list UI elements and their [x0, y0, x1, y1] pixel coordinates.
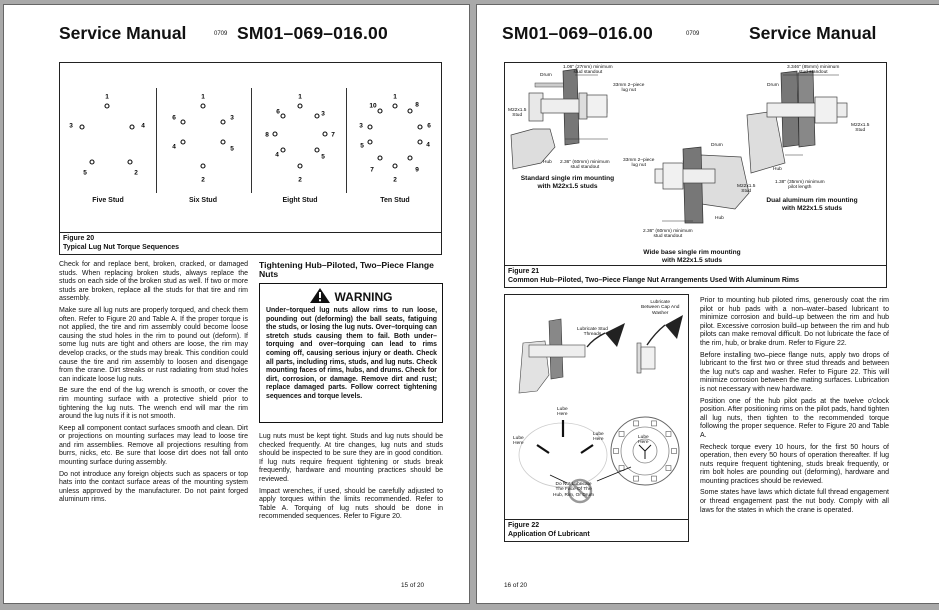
- paragraph: Be sure the end of the lug wrench is smooth, or cover the rim mounting surface with a protective shield prior to tightening the lug nuts. The wrench end will mar the rim around the lug nuts if it is not smooth.: [59, 387, 248, 421]
- figure-title: Application Of Lubricant: [508, 530, 590, 538]
- stud-hole-icon: [368, 125, 372, 129]
- stud-sequence-number: 7: [370, 166, 374, 174]
- stud-hole-icon: [418, 125, 422, 129]
- paragraph: Prior to mounting hub piloted rims, generously coat the rim pilot or hub pads with a non–water–based lubricant to minimize corrosion and build–up between the rim and hub pilot. Excessive corrosion build–up between the rim and hub pilots can make removal difficult. Do not lubricate the face of the rim, hub, or brake drum. Refer to Figure 22.: [700, 297, 889, 347]
- figure-number: Figure 22: [508, 522, 540, 530]
- stud-sequence-number: 3: [321, 110, 325, 118]
- label-hub: Hub: [543, 160, 552, 165]
- right-column-text: [259, 433, 443, 525]
- stud-sequence-number: 5: [360, 142, 364, 150]
- figure-20-caption: [60, 232, 441, 254]
- stud-hole-icon: [368, 140, 372, 144]
- label-lube-here: Lube Here: [593, 432, 604, 443]
- ten-stud-label: Ten Stud: [380, 197, 410, 204]
- label-standout-3346: 3.346" (85mm) minimum stud standout: [787, 65, 840, 76]
- stud-hole-icon: [378, 156, 382, 160]
- bolt-hole-icon: [651, 476, 656, 481]
- stud-sequence-number: 4: [172, 143, 176, 151]
- label-lube-here: Lube Here: [638, 435, 649, 446]
- warning-box: [259, 283, 443, 423]
- stud-sequence-number: 5: [321, 153, 325, 161]
- stud-sequence-number: 2: [393, 176, 397, 184]
- label-lubricate-stud-threads: Lubricate Stud Threads: [577, 327, 608, 338]
- label-pilot-138: 1.38" (35mm) minimum pilot length: [775, 180, 825, 191]
- stud-hole-icon: [281, 148, 285, 152]
- stud-hole-icon: [298, 104, 302, 108]
- bolt-hole-icon: [666, 431, 671, 436]
- subcaption-standard: Standard single rim mounting with M22x1.5 studs: [520, 175, 615, 190]
- warning-title: WARNING: [334, 290, 393, 304]
- stud-sequence-number: 7: [331, 131, 335, 139]
- bolt-hole-icon: [614, 449, 619, 454]
- figure-title: Common Hub–Piloted, Two–Piece Flange Nut Arrangements Used With Aluminum Rims: [508, 276, 799, 284]
- dual-rim-drawing: [747, 71, 847, 173]
- stud-hole-icon: [221, 120, 225, 124]
- warning-title-row: [260, 288, 442, 304]
- stud-sequence-number: 3: [359, 122, 363, 130]
- stud-sequence-number: 10: [369, 102, 377, 110]
- bolt-hole-icon: [666, 466, 671, 471]
- stud-hole-icon: [181, 120, 185, 124]
- stud-sequence-number: 1: [298, 93, 302, 101]
- label-standout-236: 2.36" (60mm) minimum stud standout: [643, 229, 693, 240]
- stud-hole-icon: [323, 132, 327, 136]
- bolt-hole-icon: [634, 476, 639, 481]
- paragraph: Lug nuts must be kept tight. Studs and lug nuts should be checked frequently. At tire changes, lug nuts and studs should be inspected to be sure they are in good condition. If lug nuts require frequent tightening or studs break frequently, hardware and mounting practices should be reviewed.: [259, 433, 443, 483]
- header-doc-number: SM01–069–016.00: [237, 23, 388, 43]
- paragraph: Make sure all lug nuts are properly torqued, and check them often. Refer to Figure 20 and Table A. If the proper torque is not applied, the tire and rim assembly could become loose causing the stud holes in the rim to pound out (deform). If some lug nuts are tight and others are loose, the rim may develop cracks, or the studs may break. This condition could cause the tire and rim assembly to loosen and disengage from the crane. Dirt streaks or rust radiating from stud holes can indicate loose lug nuts.: [59, 306, 248, 383]
- divider: [346, 88, 347, 193]
- standard-single-rim-drawing: [511, 69, 608, 169]
- stud-hole-icon: [128, 160, 132, 164]
- header-date-code: 0709: [686, 31, 700, 37]
- figure-22-caption: [505, 519, 688, 541]
- page-15: [3, 4, 470, 604]
- stud-hole-icon: [281, 114, 285, 118]
- header-title: Service Manual: [59, 23, 187, 43]
- stud-sequence-number: 2: [134, 169, 138, 177]
- label-lube-here: Lube Here: [513, 436, 524, 447]
- label-hub: Hub: [773, 167, 782, 172]
- label-lug-nut: 33mm 2–piece lug nut: [623, 158, 655, 169]
- stud-sequence-number: 8: [265, 131, 269, 139]
- left-column-text: [59, 261, 248, 508]
- stud-sequence-number: 8: [415, 101, 419, 109]
- paragraph: Do not introduce any foreign objects such as spacers or top hats into the contact surface areas of the mounting system unless approved by the manufacturer. Do not paint forged aluminum rims.: [59, 470, 248, 504]
- stud-sequence-number: 6: [427, 122, 431, 130]
- stud-sequence-number: 2: [298, 176, 302, 184]
- divider: [251, 88, 252, 193]
- stud-sequence-number: 3: [230, 114, 234, 122]
- label-stud: M22x1.5 Stud: [737, 184, 756, 195]
- header-doc-number: SM01–069–016.00: [502, 23, 653, 43]
- label-stud: M22x1.5 Stud: [851, 123, 870, 134]
- header-title: Service Manual: [749, 23, 877, 43]
- paragraph: Position one of the hub pilot pads at the twelve o'clock position. After positioning rims on the pilot pads, hand tighten all lug nuts, then tighten to the recommended torque following the proper sequence. Refer to Figure 20 and Table A.: [700, 397, 889, 439]
- label-standout-236: 2.36" (60mm) minimum stud standout: [560, 160, 610, 171]
- label-standout-106: 1.06" (27mm) minimum stud standout: [563, 65, 613, 76]
- stud-hole-icon: [90, 160, 94, 164]
- figure-20: [59, 62, 442, 255]
- stud-hole-icon: [418, 140, 422, 144]
- stud-hole-icon: [298, 164, 302, 168]
- label-drum: Drum: [540, 73, 552, 78]
- subcaption-wide: Wide base single rim mounting with M22x1.5 studs: [643, 249, 741, 264]
- oil-can-icon: [605, 323, 625, 347]
- stud-sequence-number: 4: [275, 151, 279, 159]
- stud-sequence-number: 1: [105, 93, 109, 101]
- stud-hole-icon: [105, 104, 109, 108]
- stud-sequence-number: 9: [415, 166, 419, 174]
- bolt-hole-icon: [634, 421, 639, 426]
- header-date-code: 0709: [214, 31, 228, 37]
- figure-number: Figure 21: [508, 268, 540, 276]
- eight-stud-label: Eight Stud: [282, 197, 318, 204]
- figure-21: [504, 62, 887, 288]
- label-lubricate-cap-washer: Lubricate Between Cap And Washer: [641, 300, 680, 316]
- figure-title: Typical Lug Nut Torque Sequences: [63, 243, 180, 251]
- stud-hole-icon: [201, 164, 205, 168]
- page-number: 15 of 20: [401, 582, 425, 589]
- stud-hole-icon: [315, 114, 319, 118]
- stud-sequence-number: 5: [83, 169, 87, 177]
- label-drum: Drum: [711, 143, 723, 148]
- stud-hole-icon: [80, 125, 84, 129]
- page-number: 16 of 20: [504, 582, 528, 589]
- stud-hole-icon: [181, 140, 185, 144]
- stud-hole-icon: [408, 109, 412, 113]
- paragraph: Recheck torque every 10 hours, for the first 50 hours of operation, then every 50 hours of operation thereafter. If lug nuts require frequent tightening, studs break frequently, or rim bolt holes are pounding out (deforming), hardware and mounting practices should be reviewed.: [700, 443, 889, 485]
- stud-sequence-number: 3: [69, 122, 73, 130]
- stud-hole-icon: [201, 104, 205, 108]
- warning-body: Under–torqued lug nuts allow rims to run loose, pounding out (deforming) the ball seats, fatiguing the studs, or losing the lug nuts. Over–torquing can stretch studs causing them to fail. Both under–torquing and over–torquing can lead to rims coming off, causing serious injury or death. Check all parts, including rims, studs, and lug nuts. Check mounting faces of rims, hubs, and drums. Check for dirt, corrosion, or damage. Remove dirt and rust; replace damaged parts. Follow correct tightening sequences and torque levels.: [266, 307, 437, 400]
- paragraph: Some states have laws which dictate full thread engagement or thread engagement past the nut body. Comply with all laws for the states in which the crane is operated.: [700, 489, 889, 514]
- subcaption-dual: Dual aluminum rim mounting with M22x1.5 studs: [766, 197, 858, 212]
- section-heading: Tightening Hub–Piloted, Two–Piece Flange Nuts: [259, 260, 434, 280]
- stud-sequence-number: 4: [426, 141, 430, 149]
- stud-sequence-number: 4: [141, 122, 145, 130]
- wide-base-rim-drawing: [655, 147, 749, 223]
- stud-sequence-number: 1: [201, 93, 205, 101]
- figure-21-caption: [505, 265, 886, 287]
- label-hub: Hub: [715, 216, 724, 221]
- stud-hole-icon: [408, 156, 412, 160]
- stud-sequence-number: 6: [276, 108, 280, 116]
- oil-can-icon: [665, 315, 683, 339]
- stud-sequence-number: 5: [230, 145, 234, 153]
- stud-sequence-number: 6: [172, 114, 176, 122]
- label-lube-here: Lube Here: [557, 407, 568, 418]
- label-do-not-lubricate: Do Not Lubricate The Face Of The Hub, Rim, Or Drum: [553, 482, 595, 498]
- label-lug-nut: 33mm 2–piece lug nut: [613, 83, 645, 94]
- stud-hole-icon: [315, 148, 319, 152]
- stud-hole-icon: [378, 109, 382, 113]
- stud-hole-icon: [393, 104, 397, 108]
- warning-triangle-icon: [310, 288, 330, 303]
- bolt-hole-icon: [619, 431, 624, 436]
- bolt-hole-icon: [651, 421, 656, 426]
- bolt-hole-icon: [672, 449, 677, 454]
- stud-hole-icon: [221, 140, 225, 144]
- five-stud-label: Five Stud: [92, 197, 124, 204]
- paragraph: Check for and replace bent, broken, cracked, or damaged studs. When replacing broken studs, always replace the studs on each side of the broken stud as well. If two or more studs are broken, replace all the studs for that tire and rim assembly.: [59, 261, 248, 303]
- figure-number: Figure 20: [63, 235, 95, 243]
- stud-sequence-number: 2: [201, 176, 205, 184]
- paragraph: Before installing two–piece flange nuts, apply two drops of lubricant to the first two or three stud threads and between the lug nut's cap and washer. Refer to Figure 22. This will minimize corrosion between the mating surfaces. Lubrication is not necessary with new hardware.: [700, 351, 889, 393]
- divider: [156, 88, 157, 193]
- six-stud-label: Six Stud: [188, 197, 217, 204]
- figure-22: [504, 294, 689, 542]
- label-drum: Drum: [767, 83, 779, 88]
- stud-hole-icon: [130, 125, 134, 129]
- page-16: [476, 4, 939, 604]
- label-stud: M22x1.5 Stud: [508, 108, 527, 119]
- right-page-text: [700, 297, 889, 518]
- paragraph: Keep all component contact surfaces smooth and clean. Dirt or projections on mounting surfaces may lead to loose tire and rim assemblies. Remove all projections resulting from burrs, nicks, etc. Be sure that loose dirt does not fall onto mounting surface during assembly.: [59, 424, 248, 467]
- stud-hole-icon: [393, 164, 397, 168]
- stud-sequence-number: 1: [393, 93, 397, 101]
- stud-hole-icon: [273, 132, 277, 136]
- paragraph: Impact wrenches, if used, should be carefully adjusted to apply torques within the limits recommended. Refer to Table A. Torquing of lug nuts should be done in recommended sequences. Refer to Figure 20.: [259, 487, 443, 521]
